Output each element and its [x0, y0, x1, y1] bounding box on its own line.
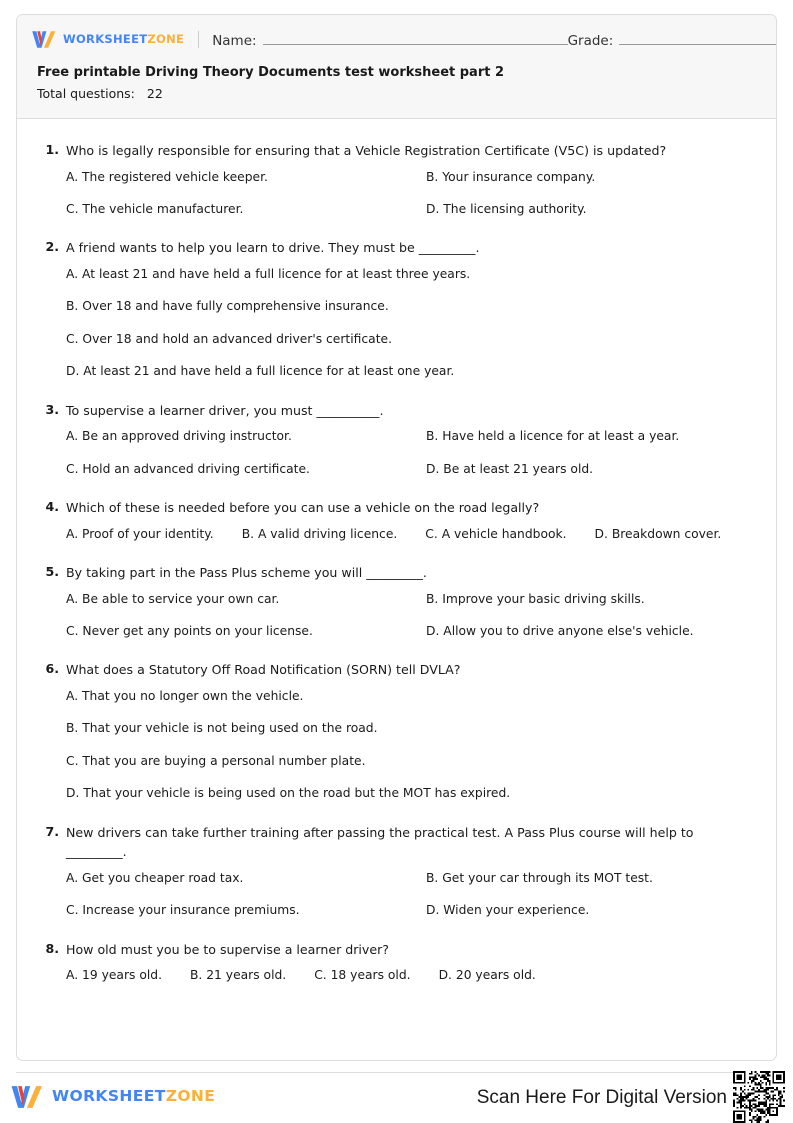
scan-instruction-text: Scan Here For Digital Version — [476, 1086, 727, 1108]
questions-list — [17, 119, 776, 985]
question-item — [39, 401, 754, 478]
answer-option[interactable]: D. Breakdown cover. — [594, 526, 722, 541]
question-text: How old must you be to supervise a learner driver? — [66, 941, 389, 957]
worksheet-zone-logo-icon — [10, 1084, 44, 1110]
question-item — [39, 823, 754, 920]
question-number: 4. — [45, 499, 59, 515]
footer-brand-name-part1: WORKSHEET — [52, 1087, 166, 1106]
total-questions-value: 22 — [146, 85, 163, 101]
answer-option[interactable]: D. 20 years old. — [438, 968, 536, 983]
question-header — [39, 141, 754, 161]
worksheet-card — [16, 14, 777, 1061]
question-item — [39, 563, 754, 640]
name-field[interactable] — [212, 31, 567, 49]
footer-brand-logo-text — [52, 1089, 215, 1105]
grade-input-line[interactable] — [619, 31, 777, 45]
question-text: What does a Statutory Off Road Notification (SORN) tell DVLA? — [66, 662, 461, 678]
answer-option[interactable]: C. The vehicle manufacturer. — [66, 201, 244, 216]
total-questions-label: Total questions: — [37, 85, 135, 101]
name-input-line[interactable] — [263, 31, 568, 45]
footer-brand-logo — [10, 1084, 215, 1110]
answer-option[interactable]: D. The licensing authority. — [426, 201, 587, 216]
title-block — [17, 53, 776, 102]
answer-option[interactable]: A. Get you cheaper road tax. — [66, 870, 244, 885]
answer-options — [39, 427, 754, 478]
name-label: Name: — [212, 32, 257, 49]
qr-code-icon[interactable] — [733, 1071, 785, 1123]
answer-options — [39, 168, 754, 219]
brand-name-part1: WORKSHEET — [63, 31, 148, 46]
question-number: 1. — [45, 142, 59, 157]
answer-option[interactable]: A. Proof of your identity. — [66, 526, 214, 541]
answer-option[interactable]: B. Improve your basic driving skills. — [426, 591, 645, 606]
answer-options — [39, 869, 754, 920]
total-questions-row — [37, 86, 776, 103]
answer-options — [39, 966, 754, 984]
brand-logo-text — [63, 31, 185, 46]
question-number: 6. — [45, 661, 59, 677]
question-text: New drivers can take further training after passing the practical test. A Pass Plus course will help to _________. — [66, 824, 694, 860]
header-divider — [198, 31, 199, 48]
grade-field[interactable] — [568, 31, 777, 49]
footer-content — [0, 1072, 793, 1122]
answer-options — [39, 265, 754, 381]
question-text: Who is legally responsible for ensuring that a Vehicle Registration Certificate (V5C) is updated? — [66, 143, 667, 158]
question-header — [39, 823, 754, 862]
answer-option[interactable]: C. 18 years old. — [314, 968, 411, 983]
header-top-row — [17, 15, 776, 53]
answer-option[interactable]: B. Your insurance company. — [426, 169, 596, 184]
answer-option[interactable]: C. That you are buying a personal number plate. — [66, 753, 366, 768]
answer-option[interactable]: D. Be at least 21 years old. — [426, 461, 594, 476]
question-header — [39, 401, 754, 421]
question-number: 3. — [45, 401, 59, 417]
brand-name-part2: ZONE — [147, 31, 185, 46]
answer-option[interactable]: D. Widen your experience. — [426, 903, 590, 918]
question-header — [39, 563, 754, 583]
brand-logo — [31, 30, 184, 49]
answer-options — [39, 590, 754, 641]
answer-option[interactable]: B. 21 years old. — [189, 968, 287, 983]
answer-option[interactable]: C. Over 18 and hold an advanced driver's certificate. — [66, 331, 392, 346]
answer-option[interactable]: A. Be able to service your own car. — [66, 591, 280, 606]
answer-option[interactable]: B. Over 18 and have fully comprehensive insurance. — [66, 299, 389, 314]
answer-option[interactable]: D. Allow you to drive anyone else's vehicle. — [426, 623, 694, 638]
question-header — [39, 238, 754, 258]
grade-label: Grade: — [567, 32, 614, 49]
worksheet-header — [17, 15, 776, 119]
question-header — [39, 498, 754, 518]
answer-option[interactable]: B. Get your car through its MOT test. — [426, 870, 653, 885]
question-text: By taking part in the Pass Plus scheme you will _________. — [66, 565, 427, 580]
answer-option[interactable]: A. At least 21 and have held a full licence for at least three years. — [66, 266, 471, 281]
answer-option[interactable]: C. Increase your insurance premiums. — [66, 903, 300, 918]
answer-option[interactable]: B. That your vehicle is not being used on the road. — [66, 721, 378, 736]
question-header — [39, 940, 754, 960]
question-item — [39, 498, 754, 543]
question-header — [39, 660, 754, 680]
answer-option[interactable]: C. Never get any points on your license. — [66, 623, 313, 638]
question-text: Which of these is needed before you can use a vehicle on the road legally? — [66, 500, 540, 516]
question-item — [39, 141, 754, 218]
question-number: 7. — [45, 823, 59, 839]
question-number: 8. — [45, 940, 59, 956]
answer-options — [39, 687, 754, 803]
question-text: A friend wants to help you learn to drive. They must be _________. — [66, 240, 480, 256]
answer-option[interactable]: B. A valid driving licence. — [241, 526, 398, 541]
page-title: Free printable Driving Theory Documents test worksheet part 2 — [37, 65, 505, 80]
question-number: 2. — [45, 239, 59, 255]
question-item — [39, 940, 754, 985]
question-item — [39, 238, 754, 380]
answer-options — [39, 525, 754, 543]
footer-brand-name-part2: ZONE — [165, 1087, 216, 1106]
answer-option[interactable]: C. Hold an advanced driving certificate. — [66, 461, 310, 476]
question-text: To supervise a learner driver, you must __________. — [66, 402, 384, 418]
answer-option[interactable]: B. Have held a licence for at least a year. — [426, 429, 680, 444]
answer-option[interactable]: A. The registered vehicle keeper. — [66, 169, 268, 184]
answer-option[interactable]: C. A vehicle handbook. — [425, 526, 567, 541]
worksheet-zone-logo-icon — [31, 30, 57, 49]
question-number: 5. — [45, 564, 59, 579]
worksheet-footer — [0, 1072, 793, 1122]
answer-option[interactable]: D. At least 21 and have held a full licence for at least one year. — [66, 364, 455, 379]
question-item — [39, 660, 754, 802]
answer-option[interactable]: A. Be an approved driving instructor. — [66, 429, 292, 444]
answer-option[interactable]: A. That you no longer own the vehicle. — [66, 688, 304, 703]
answer-option[interactable]: A. 19 years old. — [66, 968, 162, 983]
answer-option[interactable]: D. That your vehicle is being used on the road but the MOT has expired. — [66, 786, 511, 801]
